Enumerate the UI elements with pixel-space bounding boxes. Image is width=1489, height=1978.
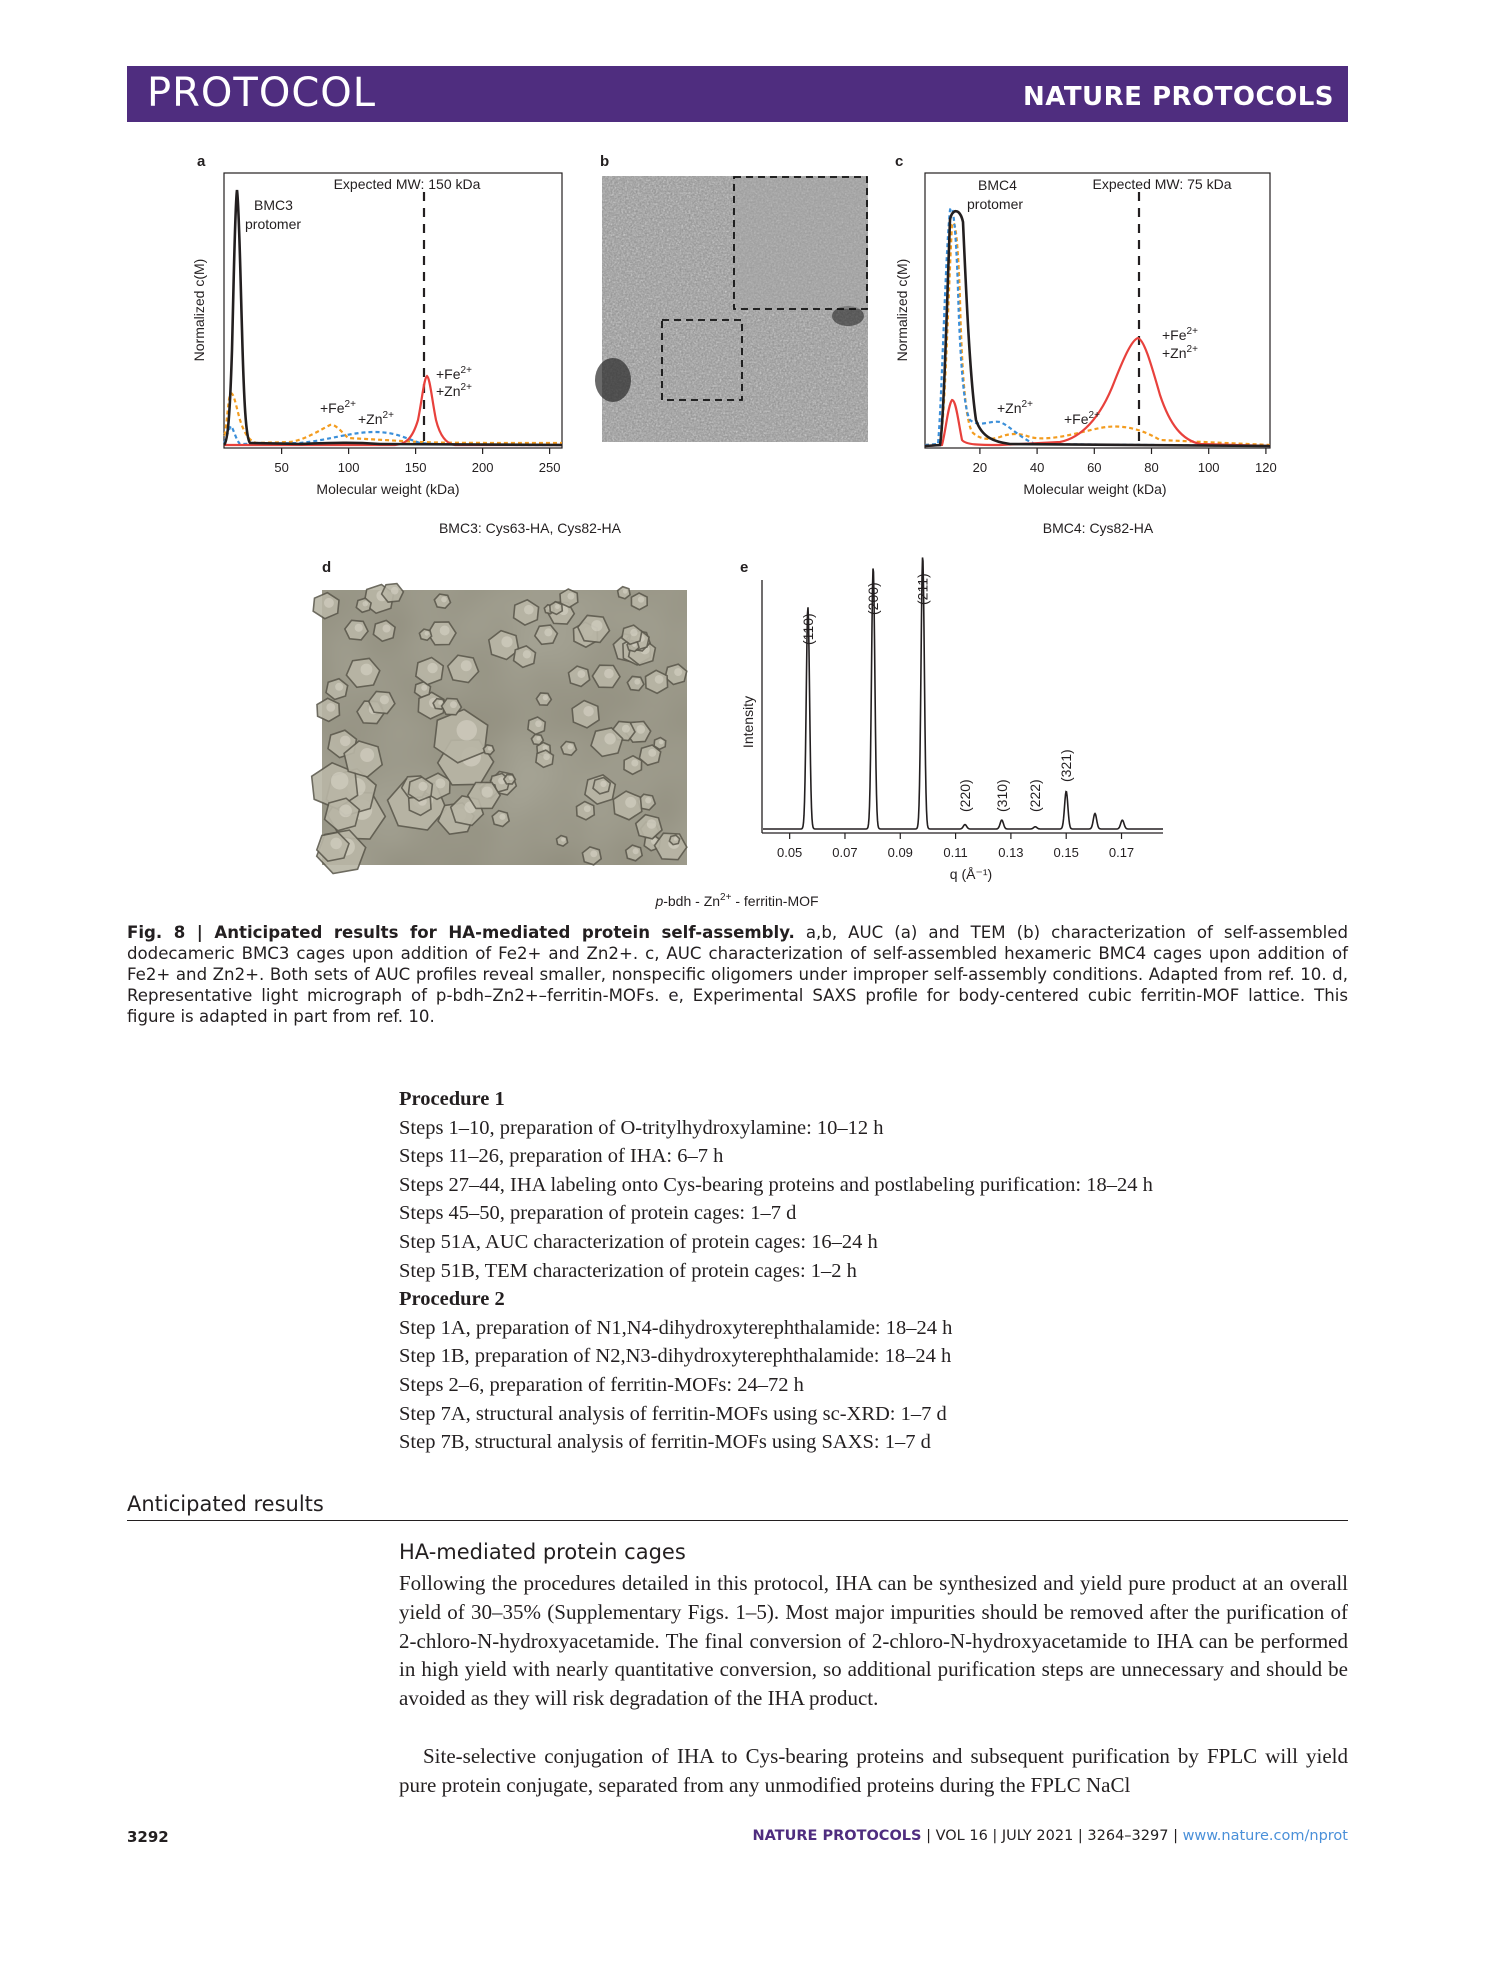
panel-e-peak-label: (220) bbox=[956, 779, 973, 812]
crystal-highlight bbox=[339, 804, 352, 817]
panel-c-ylabel: Normalized c(M) bbox=[894, 258, 910, 362]
crystal-highlight bbox=[482, 786, 493, 797]
panel-de-caption: $p-bdh - Zn^{2+}$ - ferritin-MOF bbox=[655, 892, 819, 909]
crystal-highlight bbox=[631, 759, 638, 766]
panel-a-xtick-label: 50 bbox=[274, 460, 289, 475]
p1-step: Steps 1–10, preparation of O-tritylhydroxylamine: 10–12 h bbox=[399, 1116, 884, 1139]
crystal-highlight bbox=[535, 720, 542, 727]
panel-c-expected-label: Expected MW: 75 kDa bbox=[1092, 176, 1232, 192]
panel-c-frame bbox=[925, 173, 1270, 448]
crystal-highlight bbox=[457, 720, 477, 740]
panel-a-xtick-label: 200 bbox=[471, 460, 494, 475]
p2-step: Steps 2–6, preparation of ferritin-MOFs: 24–72 h bbox=[399, 1373, 804, 1396]
panel-e-xtick-label: 0.07 bbox=[832, 845, 858, 860]
caption-lead: Fig. 8 | Anticipated results for HA-mediated protein self-assembly. bbox=[127, 923, 795, 942]
section-label: PROTOCOL bbox=[147, 70, 377, 116]
panel-c-xtick-label: 60 bbox=[1087, 460, 1102, 475]
panel-d-micrograph bbox=[312, 584, 687, 874]
crystal-highlight bbox=[425, 631, 429, 635]
panel-e-peak-label: (321) bbox=[1058, 749, 1075, 782]
timing-block bbox=[399, 1085, 1339, 1457]
panel-e-xtick-label: 0.15 bbox=[1053, 845, 1079, 860]
crystal-highlight bbox=[567, 593, 574, 600]
panel-c-label-fe-right: $+Fe^{2+}$ bbox=[1162, 326, 1198, 343]
crystal-highlight bbox=[440, 626, 450, 636]
panel-c-label-zn-right: $+Zn^{2+}$ bbox=[1162, 344, 1198, 361]
subsection-title: HA-mediated protein cages bbox=[399, 1540, 686, 1564]
panel-e-xtick-label: 0.09 bbox=[887, 845, 913, 860]
p1-step: Steps 27–44, IHA labeling onto Cys-bearing proteins and postlabeling purification: 18–24 h bbox=[399, 1173, 1153, 1196]
panel-e-xtick-label: 0.11 bbox=[943, 845, 968, 860]
figure-caption bbox=[127, 922, 1348, 1027]
section-title: Anticipated results bbox=[127, 1492, 324, 1516]
crystal-highlight bbox=[674, 668, 682, 676]
crystal-highlight bbox=[590, 850, 597, 857]
panel-a-xtick-label: 150 bbox=[404, 460, 427, 475]
crystal-highlight bbox=[634, 679, 640, 685]
crystal-highlight bbox=[543, 695, 548, 700]
panel-c-protomer-2: protomer bbox=[967, 196, 1024, 212]
panel-a-xtick-label: 100 bbox=[337, 460, 360, 475]
panel-e-chart bbox=[740, 558, 1163, 883]
crystal-highlight bbox=[647, 819, 657, 829]
panel-e-peak-label: (211) bbox=[914, 573, 931, 605]
panel-a-label-zn-left: $+Zn^{2+}$ bbox=[358, 410, 394, 427]
panel-c-label-fe-left: $+Fe^{2+}$ bbox=[1064, 410, 1100, 427]
crystal-highlight bbox=[509, 776, 513, 780]
tem-inset-zoom bbox=[734, 177, 867, 309]
crystal-highlight bbox=[355, 624, 363, 632]
panel-label-e: e bbox=[740, 559, 749, 576]
crystal-highlight bbox=[655, 675, 664, 684]
crystal-highlight bbox=[340, 736, 351, 747]
panel-a-label-zn-right: $+Zn^{2+}$ bbox=[436, 382, 472, 399]
crystal-highlight bbox=[561, 838, 565, 842]
panel-c-xtick-label: 100 bbox=[1197, 460, 1220, 475]
p2-step: Step 7B, structural analysis of ferritin-MOFs using SAXS: 1–7 d bbox=[399, 1431, 931, 1454]
panel-a-xtick-label: 250 bbox=[538, 460, 561, 475]
crystal-highlight bbox=[335, 683, 343, 691]
crystal-highlight bbox=[625, 797, 636, 808]
crystal-highlight bbox=[630, 629, 637, 636]
crystal-highlight bbox=[391, 587, 399, 595]
panel-c-caption: BMC4: Cys82-HA bbox=[1042, 520, 1154, 536]
procedure-1-heading: Procedure 1 bbox=[399, 1088, 505, 1110]
procedure-2-heading: Procedure 2 bbox=[399, 1288, 505, 1311]
crystal-highlight bbox=[501, 636, 512, 647]
crystal-highlight bbox=[674, 837, 678, 841]
crystal-highlight bbox=[604, 733, 615, 744]
panel-c-xtick-label: 80 bbox=[1144, 460, 1159, 475]
crystal-highlight bbox=[591, 620, 602, 631]
crystal-highlight bbox=[438, 701, 442, 705]
crystal-highlight bbox=[583, 706, 593, 716]
panel-c-xtick-label: 120 bbox=[1255, 460, 1277, 475]
section-rule bbox=[127, 1520, 1348, 1521]
crystal-highlight bbox=[435, 778, 445, 788]
crystal-highlight bbox=[577, 670, 585, 678]
crystal-highlight bbox=[584, 805, 591, 812]
crystal-highlight bbox=[383, 624, 391, 632]
crystal-highlight bbox=[330, 838, 342, 850]
crystal-highlight bbox=[380, 695, 389, 704]
crystal-highlight bbox=[360, 748, 374, 762]
panel-ab-caption: BMC3: Cys63-HA, Cys82-HA bbox=[438, 520, 622, 536]
crystal-highlight bbox=[421, 685, 427, 691]
crystal-highlight bbox=[363, 601, 368, 606]
footer-citation bbox=[752, 1828, 1348, 1844]
panel-c-xtick-label: 40 bbox=[1029, 460, 1045, 475]
crystal-highlight bbox=[361, 664, 373, 676]
p1-step: Step 51B, TEM characterization of protein cages: 1–2 h bbox=[399, 1259, 857, 1282]
page-number: 3292 bbox=[127, 1828, 169, 1846]
crystal-highlight bbox=[324, 598, 334, 608]
crystal-highlight bbox=[543, 754, 550, 761]
panel-e-peak-label: (200) bbox=[865, 582, 882, 615]
panel-e-xlabel: q (Å⁻¹) bbox=[949, 866, 993, 882]
panel-c-protomer-1: BMC4 bbox=[978, 177, 1017, 193]
panel-e-xtick-label: 0.17 bbox=[1108, 845, 1135, 860]
crystal-highlight bbox=[418, 782, 427, 791]
panel-b-tem-image bbox=[595, 176, 868, 442]
crystal-highlight bbox=[326, 703, 335, 712]
crystal-highlight bbox=[461, 660, 472, 671]
p2-step: Step 7A, structural analysis of ferritin-MOFs using sc-XRD: 1–7 d bbox=[399, 1402, 947, 1425]
crystal-highlight bbox=[568, 744, 574, 750]
panel-e-xtick-label: 0.13 bbox=[998, 845, 1024, 860]
panel-c-label-zn-left: $+Zn^{2+}$ bbox=[997, 399, 1033, 416]
crystal-highlight bbox=[488, 747, 492, 751]
crystal-highlight bbox=[499, 814, 505, 820]
p1-step: Steps 11–26, preparation of IHA: 6–7 h bbox=[399, 1145, 724, 1168]
crystal-highlight bbox=[536, 736, 540, 740]
footer-journal: NATURE PROTOCOLS bbox=[752, 1828, 922, 1844]
panel-label-d: d bbox=[322, 559, 332, 576]
panel-c-chart bbox=[894, 173, 1277, 497]
panel-a-protomer-1: BMC3 bbox=[254, 197, 293, 213]
panel-a-xlabel: Molecular weight (kDa) bbox=[316, 481, 460, 497]
panel-a-label-fe-right: $+Fe^{2+}$ bbox=[436, 365, 472, 382]
crystal-highlight bbox=[450, 701, 457, 708]
panel-label-b: b bbox=[600, 153, 610, 170]
crystal-highlight bbox=[659, 740, 664, 745]
crystal-highlight bbox=[331, 772, 349, 790]
footer-url[interactable]: www.nature.com/nprot bbox=[1182, 1828, 1348, 1844]
crystal-highlight bbox=[544, 628, 552, 636]
panel-c-xtick-label: 20 bbox=[972, 460, 988, 475]
panel-a-protomer-2: protomer bbox=[245, 216, 302, 232]
tem-dark-region bbox=[595, 358, 631, 402]
crystal-highlight bbox=[645, 797, 651, 803]
p2-step: Step 1B, preparation of N2,N3-dihydroxyterephthalamide: 18–24 h bbox=[399, 1345, 952, 1368]
crystal-highlight bbox=[604, 669, 614, 679]
crystal-highlight bbox=[622, 725, 630, 733]
crystal-highlight bbox=[523, 650, 531, 658]
panel-e-xtick-label: 0.05 bbox=[776, 845, 803, 860]
crystal-highlight bbox=[638, 596, 644, 602]
crystal-highlight bbox=[555, 604, 560, 609]
panel-c-curve-red bbox=[925, 338, 1270, 446]
crystal-highlight bbox=[636, 725, 645, 734]
panel-a-ylabel: Normalized c(M) bbox=[191, 258, 207, 362]
panel-e-peak-label: (222) bbox=[1027, 779, 1044, 812]
crystal-highlight bbox=[427, 663, 437, 673]
panel-e-peak-label: (310) bbox=[993, 779, 1010, 812]
panel-c-xlabel: Molecular weight (kDa) bbox=[1023, 481, 1167, 497]
caption-text: a,b, AUC (a) and TEM (b) characterization of self-assembled dodecameric BMC3 cages upon addition of Fe2+ and Zn2+. c, AUC characterization of self-assembled hexameric BMC4 cages upon addition of Fe2+ and Zn2+. Both sets of AUC profiles reveal smaller, nonspecific oligomers under improper self-assembly conditions. Adapted from ref. 10. d, Representative light micrograph of p-bdh–Zn2+–ferritin-MOFs. e, Experimental SAXS profile for body-centered cubic ferritin-MOF lattice. This figure is adapted in part from ref. 10. bbox=[127, 923, 1348, 1026]
panel-a-frame bbox=[224, 173, 562, 448]
panel-e-ylabel: Intensity bbox=[740, 695, 756, 749]
panel-e-peak-label: (110) bbox=[799, 613, 816, 645]
panel-a-expected-label: Expected MW: 150 kDa bbox=[333, 176, 481, 192]
crystal-highlight bbox=[623, 589, 628, 594]
journal-name: NATURE PROTOCOLS bbox=[1022, 82, 1334, 112]
figure-8 bbox=[0, 0, 1489, 920]
crystal-highlight bbox=[600, 781, 606, 787]
crystal-highlight bbox=[633, 848, 639, 854]
panel-label-a: a bbox=[197, 153, 206, 170]
panel-label-c: c bbox=[895, 153, 904, 170]
p2-step: Step 1A, preparation of N1,N4-dihydroxyterephthalamide: 18–24 h bbox=[399, 1316, 953, 1339]
paragraph-2: Site-selective conjugation of IHA to Cys-bearing proteins and subsequent purification by FPLC will yield pure protein conjugate, separated from any unmodified proteins during the FPLC NaCl bbox=[399, 1744, 1348, 1797]
p1-step: Steps 45–50, preparation of protein cages: 1–7 d bbox=[399, 1202, 797, 1225]
panel-a-chart bbox=[191, 173, 562, 497]
panel-a-label-fe-left: $+Fe^{2+}$ bbox=[320, 399, 356, 416]
footer-details: | VOL 16 | JULY 2021 | 3264–3297 | bbox=[921, 1828, 1183, 1844]
crystal-highlight bbox=[524, 605, 534, 615]
p1-step: Step 51A, AUC characterization of protein cages: 16–24 h bbox=[399, 1230, 878, 1253]
crystal-highlight bbox=[648, 749, 656, 757]
crystal-highlight bbox=[441, 597, 447, 603]
paragraph-1: Following the procedures detailed in this protocol, IHA can be synthesized and yield pure product at an overall yield of 30–35% (Supplementary Figs. 1–5). Most major impurities should be removed after the purification of 2-chloro-N-hydroxyacetamide. The final conversion of 2-chloro-N-hydroxyacetamide to IHA can be performed in high yield with nearly quantitative conversion, so additional purification steps are unnecessary and should be avoided as they will risk degradation of the IHA product. bbox=[399, 1571, 1348, 1711]
